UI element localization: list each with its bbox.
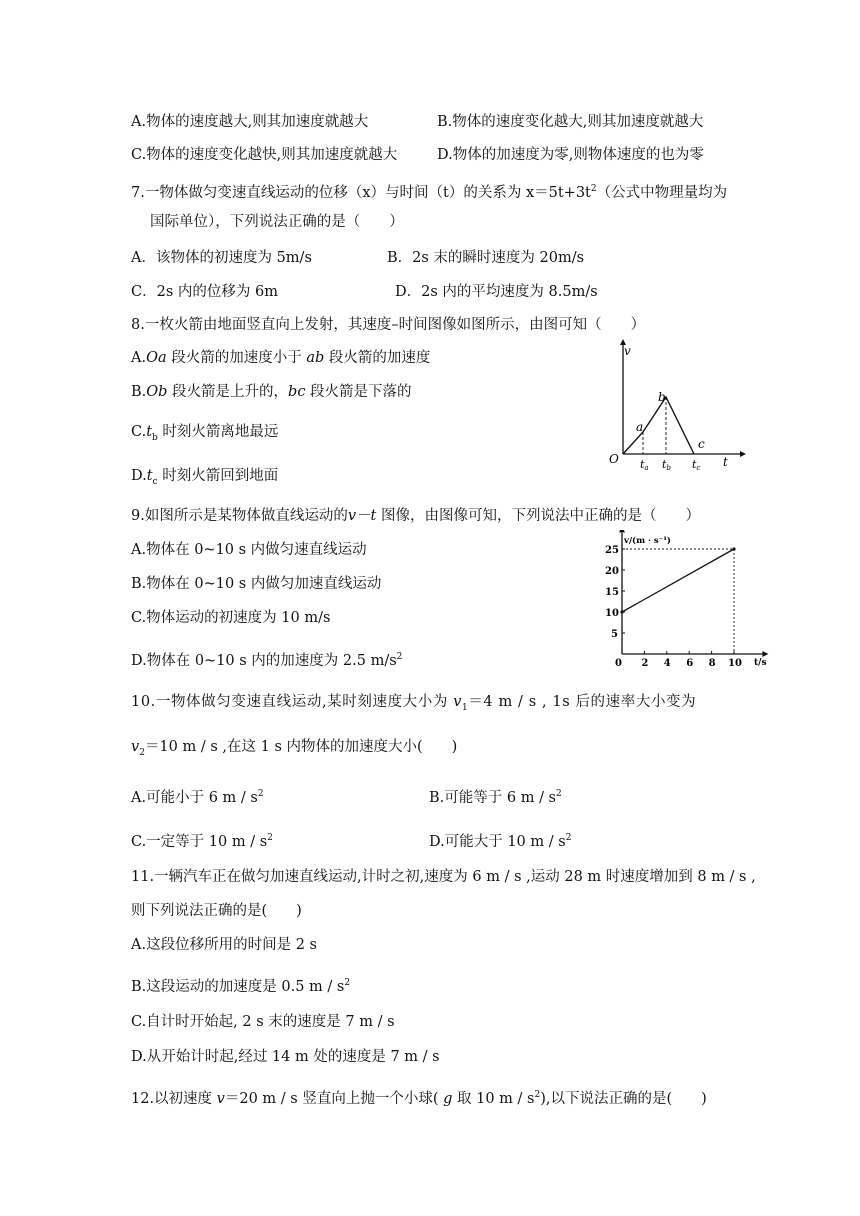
q9-x-axis-label: t/s [754, 658, 767, 668]
q9-velocity-line [622, 549, 734, 612]
q9-y-tick-label: 5 [611, 629, 618, 640]
q9-x-tick-label: 10 [728, 658, 742, 669]
q7-stem-line1: 7.一物体做匀变速直线运动的位移（x）与时间（t）的关系为 $x=5t+3t^2$（公式中物理量均为 [131, 184, 728, 201]
q8-option-a: A.Oa 段火箭的加速度小于 ab 段火箭的加速度 [131, 350, 431, 366]
q9-vt-chart [598, 530, 770, 670]
q7-option-d: D．2s 内的平均速度为 8.5m/s [395, 284, 598, 300]
q10-option-c: C.一定等于 10 m / $s^2$ [131, 833, 273, 850]
q10-option-d: D.可能大于 10 m / $s^2$ [429, 833, 572, 850]
q9-y-tick-label: 20 [605, 566, 619, 577]
q8-point-c-label: c [698, 437, 705, 451]
q9-y-tick-label: 15 [605, 587, 619, 598]
q8-vt-figure [598, 335, 748, 473]
q8-option-c: $C.t_b$ 时刻火箭离地最远 [131, 424, 279, 443]
q8-t-axis-arrow [740, 451, 746, 457]
q6-option-d: D.物体的加速度为零,则物体速度的也为零 [437, 147, 704, 163]
q8-origin-label: O [609, 452, 619, 466]
q8-t-label: t [723, 455, 728, 469]
q11-stem-line2: 则下列说法正确的是( ) [131, 903, 302, 919]
q6-option-a: A.物体的速度越大,则其加速度就越大 [131, 114, 369, 130]
q8-option-d: $D.t_c$ 时刻火箭回到地面 [131, 468, 279, 487]
q9-data-point [620, 610, 623, 613]
q6-option-c: C.物体的速度变化越快,则其加速度就越大 [131, 147, 398, 163]
q8-ta-label: ta [640, 458, 649, 472]
q10-option-b: B.可能等于 6 m / $s^2$ [429, 789, 562, 806]
q8-stem: 8.一枚火箭由地面竖直向上发射，其速度–时间图像如图所示，由图可知（ ） [131, 317, 646, 333]
q11-option-d: D.从开始计时起,经过 14 m 处的速度是 7 m / s [131, 1049, 440, 1065]
q9-y-tick-label: 10 [605, 608, 619, 619]
q9-x-tick-label: 2 [641, 658, 649, 669]
q10-stem-line1: 10.一物体做匀变速直线运动,某时刻速度大小为 $v_1=4$ m / s , 1s 后的速率大小变为 [131, 694, 697, 713]
q9-option-a: A.物体在 0~10 s 内做匀速直线运动 [131, 542, 367, 558]
q10-option-a: A.可能小于 6 m / $s^2$ [131, 789, 264, 806]
q7-stem-line2: 国际单位），下列说法正确的是（ ） [150, 214, 404, 230]
q7-option-c: C．2s 内的位移为 6m [131, 284, 278, 300]
q9-y-tick-label: 25 [605, 545, 619, 556]
q9-option-d: D.物体在 0~10 s 内的加速度为 2.5 $m/s^2$ [131, 652, 403, 669]
q8-velocity-line [623, 397, 694, 454]
q8-v-label: v [624, 344, 631, 358]
q10-stem-line2: $v_2=10$ m / s ,在这 1 s 内物体的加速度大小( ) [131, 739, 458, 758]
q9-option-c: C.物体运动的初速度为 10 m/s [131, 610, 331, 626]
q9-x-tick-label: 0 [615, 658, 622, 669]
q8-point-b-label: b [658, 390, 666, 404]
q9-option-b: B.物体在 0~10 s 内做匀加速直线运动 [131, 576, 382, 592]
q8-point-a-label: a [636, 420, 644, 434]
q9-x-tick-label: 4 [663, 658, 671, 669]
q8-option-b: B.Ob 段火箭是上升的，bc 段火箭是下落的 [131, 384, 412, 400]
q9-y-axis-arrow [619, 530, 625, 532]
q6-option-b: B.物体的速度变化越大,则其加速度就越大 [437, 114, 704, 130]
q8-tb-label: tb [662, 458, 671, 472]
q11-option-c: C.自计时开始起, 2 s 末的速度是 7 m / s [131, 1014, 395, 1030]
q9-x-axis-arrow [762, 651, 768, 657]
q11-stem-line1: 11.一辆汽车正在做匀加速直线运动,计时之初,速度为 6 m / s ,运动 28 m 时速度增加到 8 m / s , [131, 869, 756, 885]
q9-y-axis-label: v/(m · s⁻¹) [624, 536, 671, 546]
q8-tc-label: tc [692, 458, 701, 472]
q9-x-tick-label: 8 [708, 658, 716, 669]
q9-stem: 9.如图所示是某物体做直线运动的v－t 图像，由图像可知，下列说法中正确的是（ ） [131, 508, 700, 524]
q9-data-point [732, 547, 735, 550]
q11-option-a: A.这段位移所用的时间是 2 s [131, 937, 317, 953]
q12-stem: 12.以初速度 v＝20 m / s 竖直向上抛一个小球( g 取 10 m / $s^2$),以下说法正确的是( ) [131, 1090, 707, 1107]
q11-option-b: B.这段运动的加速度是 0.5 m / $s^2$ [131, 978, 351, 995]
q9-x-tick-label: 6 [686, 658, 694, 669]
q7-option-b: B．2s 末的瞬时速度为 20m/s [387, 250, 585, 266]
q7-option-a: A．该物体的初速度为 5m/s [131, 250, 312, 266]
